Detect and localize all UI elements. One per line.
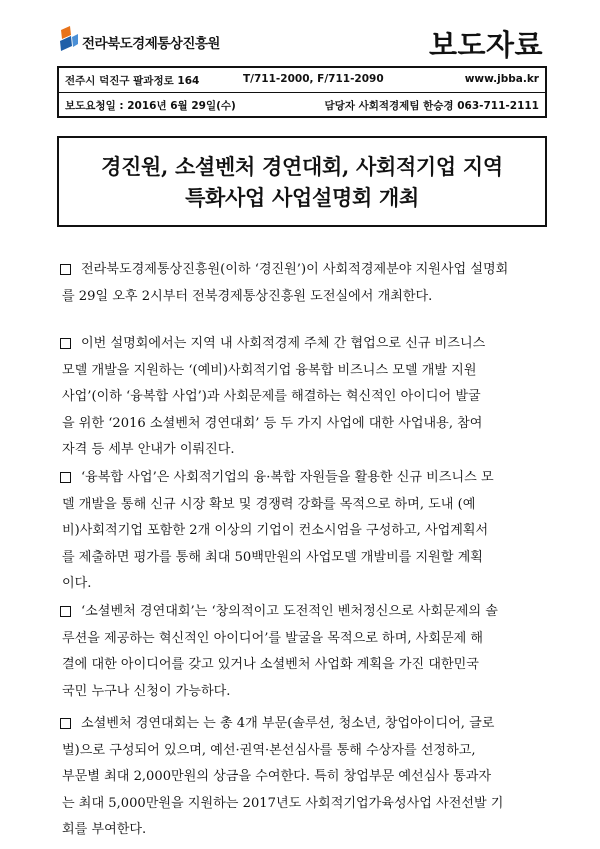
paragraph-line: ‘융복합 사업’은 사회적기업의 융·복합 자원들을 활용한 신규 비즈니스 모: [62, 465, 546, 492]
address-row: [59, 68, 545, 93]
square-bullet-icon: [60, 718, 71, 729]
paragraph-line: 델 개발을 통해 신규 시장 확보 및 경쟁력 강화를 목적으로 하며, 도내 (예: [62, 496, 476, 512]
contact-person-text: 담당자 사회적경제팀 한승경 063-711-2111: [324, 100, 539, 112]
paragraph-5: [62, 711, 546, 844]
square-bullet-icon: [60, 606, 71, 617]
square-bullet-icon: [60, 472, 71, 483]
address-text: 전주시 덕진구 팔과정로 164: [65, 75, 200, 87]
paragraph-line: 모델 개발을 지원하는 ‘(예비)사회적기업 융복합 비즈니스 모델 개발 지원: [62, 362, 477, 378]
paragraph-line: 사업’(이하 ‘융복합 사업’)과 사회문제를 해결하는 혁신적인 아이디어 발굴: [62, 389, 481, 404]
paragraph-line: 비)사회적기업 포함한 2개 이상의 기업이 컨소시엄을 구성하고, 사업계획서: [62, 523, 489, 538]
contact-info-box: [57, 66, 547, 118]
paragraph-line: 국민 누구나 신청이 가능하다.: [62, 683, 231, 699]
paragraph-line: 소셜벤처 경연대회는 는 총 4개 부문(솔루션, 청소년, 창업아이디어, 글로: [62, 711, 546, 738]
paragraph-line: 이다.: [62, 576, 92, 591]
headline-box: [57, 136, 547, 227]
headline-line-2: 특화사업 사업설명회 개최: [185, 185, 419, 210]
org-name: 전라북도경제통상진흥원: [82, 36, 220, 52]
paragraph-line: 부문별 최대 2,000만원의 상금을 수여한다. 특히 창업부문 예선심사 통과자: [62, 769, 492, 784]
paragraph-line: 는 최대 5,000만원을 지원하는 2017년도 사회적기업가육성사업 사전선발 기: [62, 795, 504, 811]
paragraph-line: ‘소셜벤처 경연대회’는 ‘창의적이고 도전적인 벤처정신으로 사회문제의 솔: [62, 599, 546, 626]
paragraph-line: 결에 대한 아이디어를 갖고 있거나 소셜벤처 사업화 계획을 가진 대한민국: [62, 657, 479, 672]
square-bullet-icon: [60, 338, 71, 349]
paragraph-line: 자격 등 세부 안내가 이뤄진다.: [62, 442, 235, 457]
paragraph-line: 전라북도경제통상진흥원(이하 ‘경진원’)이 사회적경제분야 지원사업 설명회: [62, 257, 546, 284]
request-row: [59, 93, 545, 117]
square-bullet-icon: [60, 264, 71, 275]
phone-fax-text: T/711-2000, F/711-2090: [243, 73, 384, 85]
paragraph-1: [62, 257, 546, 310]
headline-line-1: 경진원, 소셜벤처 경연대회, 사회적기업 지역: [101, 154, 503, 179]
paragraph-3: [62, 465, 546, 598]
website-text: www.jbba.kr: [464, 73, 539, 85]
paragraph-2: [62, 331, 546, 464]
paragraph-line: 회를 부여한다.: [62, 822, 147, 837]
paragraph-line: 루션을 제공하는 혁신적인 아이디어’를 발굴을 목적으로 하며, 사회문제 해: [62, 630, 484, 646]
paragraph-4: [62, 599, 546, 705]
press-release-label: 보도자료: [428, 28, 543, 62]
paragraph-line: 를 29일 오후 2시부터 전북경제통상진흥원 도전실에서 개최한다.: [62, 288, 433, 304]
paragraph-line: 벌)으로 구성되어 있으며, 예선·권역·본선심사를 통해 수상자를 선정하고,: [62, 742, 476, 758]
paragraph-line: 를 제출하면 평가를 통해 최대 50백만원의 사업모델 개발비를 지원할 계획: [62, 549, 483, 565]
press-header: [57, 22, 547, 60]
jbba-logo-icon: [57, 26, 79, 54]
paragraph-line: 을 위한 ‘2016 소셜벤처 경연대회’ 등 두 가지 사업에 대한 사업내용, 참여: [62, 415, 483, 431]
request-date-text: 보도요청일 : 2016년 6월 29일(수): [65, 100, 236, 112]
paragraph-line: 이번 설명회에서는 지역 내 사회적경제 주체 간 협업으로 신규 비즈니스: [62, 331, 546, 358]
